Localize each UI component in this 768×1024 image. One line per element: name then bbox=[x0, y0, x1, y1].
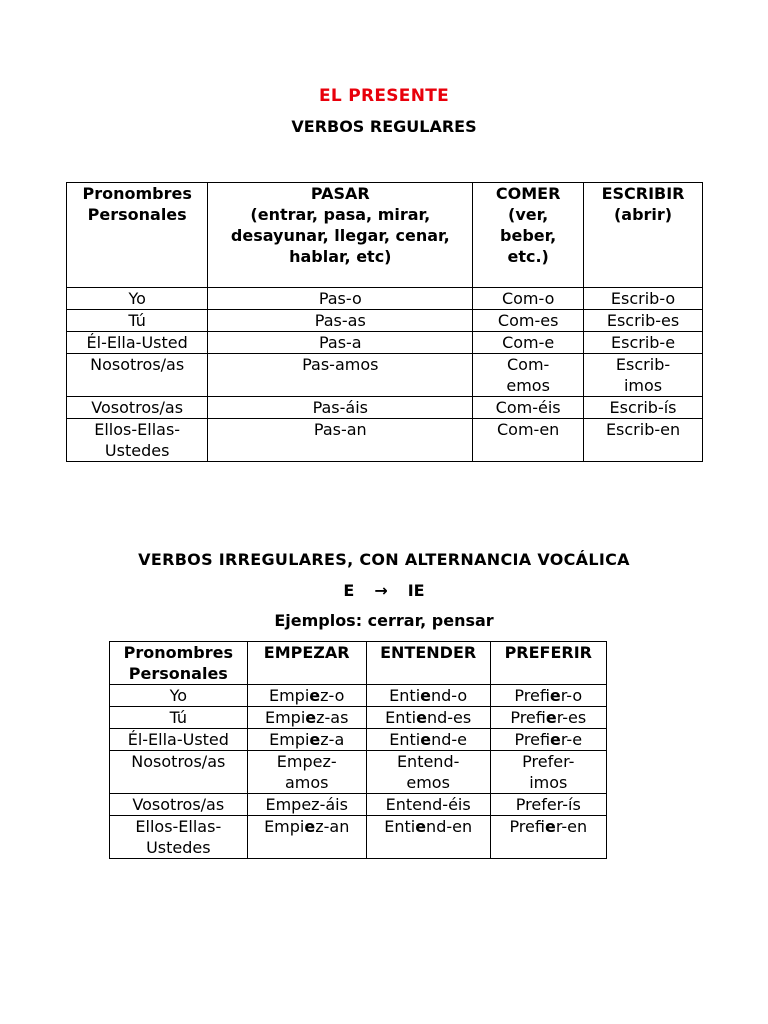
cell-line: Escrib- bbox=[615, 355, 671, 374]
highlighted-vowel: e bbox=[549, 686, 561, 705]
regular-verbs-table bbox=[66, 182, 703, 462]
conjugation-cell bbox=[247, 794, 366, 816]
cell-line: desayunar, llegar, cenar, bbox=[230, 226, 450, 245]
cell-line: Entend- bbox=[396, 752, 460, 771]
cell-line: emos bbox=[506, 376, 550, 395]
pronoun-cell bbox=[110, 794, 248, 816]
cell-line: Com-es bbox=[497, 311, 559, 330]
conjugation-cell bbox=[247, 707, 366, 729]
vowel-alternation bbox=[0, 581, 768, 600]
cell-line: Pas-an bbox=[313, 420, 367, 439]
cell-line: PASAR bbox=[310, 184, 370, 203]
column-header bbox=[67, 183, 208, 288]
pronoun-cell bbox=[67, 397, 208, 419]
conjugation-cell bbox=[366, 729, 490, 751]
cell-line: Prefier-o bbox=[514, 686, 583, 705]
highlighted-vowel: e bbox=[420, 686, 431, 705]
cell-line: hablar, etc) bbox=[289, 247, 392, 266]
conjugation-cell bbox=[584, 419, 703, 462]
pronoun-cell bbox=[67, 288, 208, 310]
cell-line: Nosotros/as bbox=[131, 752, 226, 771]
table-row bbox=[110, 794, 607, 816]
column-header bbox=[584, 183, 703, 288]
highlighted-vowel: e bbox=[309, 730, 321, 749]
table-header-row bbox=[67, 183, 703, 288]
conjugation-cell bbox=[584, 332, 703, 354]
cell-line: Escrib-en bbox=[605, 420, 681, 439]
cell-line: (ver, bbox=[508, 205, 549, 224]
conjugation-cell bbox=[490, 729, 606, 751]
cell-line: Com-o bbox=[501, 289, 555, 308]
cell-line: EMPEZAR bbox=[263, 643, 350, 662]
pronoun-cell bbox=[110, 707, 248, 729]
column-header bbox=[208, 183, 473, 288]
cell-line: Com- bbox=[506, 355, 550, 374]
pronoun-cell bbox=[67, 332, 208, 354]
irregular-verbs-table bbox=[109, 641, 607, 859]
conjugation-cell bbox=[208, 419, 473, 462]
cell-line: Personales bbox=[87, 205, 187, 224]
cell-line: Entiend-en bbox=[384, 817, 473, 836]
cell-line: Ustedes bbox=[146, 838, 211, 857]
cell-line: amos bbox=[284, 773, 329, 792]
highlighted-vowel: e bbox=[545, 708, 557, 727]
cell-line: Prefier-e bbox=[514, 730, 583, 749]
cell-line: Tú bbox=[128, 311, 146, 330]
conjugation-cell bbox=[584, 288, 703, 310]
cell-line: Ellos-Ellas- bbox=[94, 420, 181, 439]
cell-line: Com-en bbox=[497, 420, 560, 439]
conjugation-cell bbox=[208, 332, 473, 354]
column-header bbox=[490, 642, 606, 685]
cell-line: Ellos-Ellas- bbox=[135, 817, 222, 836]
conjugation-cell bbox=[247, 729, 366, 751]
conjugation-cell bbox=[366, 685, 490, 707]
table-row bbox=[67, 419, 703, 462]
alternation-from: E bbox=[343, 581, 355, 600]
conjugation-cell bbox=[584, 354, 703, 397]
cell-line: Pas-as bbox=[314, 311, 366, 330]
alternation-to: IE bbox=[407, 581, 425, 600]
cell-line: Escrib-o bbox=[610, 289, 676, 308]
cell-line: Prefer- bbox=[522, 752, 575, 771]
table-header-row bbox=[110, 642, 607, 685]
cell-line: Pas-a bbox=[318, 333, 362, 352]
pronoun-cell bbox=[67, 354, 208, 397]
column-header bbox=[473, 183, 584, 288]
cell-line: Pronombres bbox=[123, 643, 234, 662]
conjugation-cell bbox=[490, 794, 606, 816]
cell-line: COMER bbox=[495, 184, 561, 203]
cell-line: Nosotros/as bbox=[90, 355, 185, 374]
cell-line: Entiend-e bbox=[389, 730, 468, 749]
pronoun-cell bbox=[110, 816, 248, 859]
column-header bbox=[110, 642, 248, 685]
conjugation-cell bbox=[247, 685, 366, 707]
conjugation-cell bbox=[584, 310, 703, 332]
cell-line: Pas-amos bbox=[302, 355, 379, 374]
cell-line: Com-e bbox=[502, 333, 555, 352]
conjugation-cell bbox=[473, 332, 584, 354]
highlighted-vowel: e bbox=[304, 817, 316, 836]
conjugation-cell bbox=[490, 707, 606, 729]
cell-line: Yo bbox=[128, 289, 146, 308]
conjugation-cell bbox=[473, 397, 584, 419]
conjugation-cell bbox=[208, 288, 473, 310]
highlighted-vowel: e bbox=[544, 817, 556, 836]
section-title-regular: VERBOS REGULARES bbox=[291, 117, 477, 136]
highlighted-vowel: e bbox=[420, 730, 432, 749]
cell-line: Pronombres bbox=[82, 184, 192, 203]
pronoun-cell bbox=[67, 419, 208, 462]
cell-line: Prefer-ís bbox=[515, 795, 581, 814]
arrow-right-icon: → bbox=[374, 581, 388, 600]
conjugation-cell bbox=[490, 685, 606, 707]
cell-line: Empez- bbox=[276, 752, 337, 771]
column-header bbox=[247, 642, 366, 685]
cell-line: ENTENDER bbox=[380, 643, 477, 662]
cell-line: Prefier-es bbox=[510, 708, 587, 727]
table-row bbox=[110, 707, 607, 729]
cell-line: etc.) bbox=[507, 247, 549, 266]
cell-line: Escrib-es bbox=[606, 311, 680, 330]
cell-line: PREFERIR bbox=[504, 643, 592, 662]
section-title-irregular: VERBOS IRREGULARES, CON ALTERNANCIA VOCÁLICA bbox=[138, 550, 630, 569]
highlighted-vowel: e bbox=[309, 686, 321, 705]
conjugation-cell bbox=[584, 397, 703, 419]
cell-line: Pas-o bbox=[318, 289, 362, 308]
conjugation-cell bbox=[473, 419, 584, 462]
cell-line: Empiez-as bbox=[264, 708, 349, 727]
pronoun-cell bbox=[110, 729, 248, 751]
conjugation-cell bbox=[490, 816, 606, 859]
cell-line: Escrib-ís bbox=[609, 398, 677, 417]
conjugation-cell bbox=[366, 794, 490, 816]
cell-line: ESCRIBIR bbox=[601, 184, 685, 203]
cell-line: Empiez-a bbox=[269, 730, 345, 749]
table-row bbox=[67, 288, 703, 310]
cell-line: Tú bbox=[169, 708, 188, 727]
cell-line: Entiend-es bbox=[385, 708, 472, 727]
table-row bbox=[110, 685, 607, 707]
cell-line: Com-éis bbox=[495, 398, 561, 417]
cell-line: Ustedes bbox=[104, 441, 170, 460]
conjugation-cell bbox=[473, 310, 584, 332]
highlighted-vowel: e bbox=[305, 708, 317, 727]
highlighted-vowel: e bbox=[415, 817, 427, 836]
table-row bbox=[110, 729, 607, 751]
cell-line: (entrar, pasa, mirar, bbox=[250, 205, 431, 224]
table-row bbox=[110, 751, 607, 794]
cell-line: Pas-áis bbox=[312, 398, 368, 417]
cell-line: Entend-éis bbox=[385, 795, 471, 814]
table-row bbox=[67, 397, 703, 419]
cell-line: imos bbox=[529, 773, 568, 792]
conjugation-cell bbox=[366, 751, 490, 794]
cell-line: Vosotros/as bbox=[91, 398, 184, 417]
highlighted-vowel: e bbox=[550, 730, 561, 749]
examples-line: Ejemplos: cerrar, pensar bbox=[274, 611, 494, 630]
pronoun-cell bbox=[110, 751, 248, 794]
table-row bbox=[67, 310, 703, 332]
table-row bbox=[67, 332, 703, 354]
cell-line: (abrir) bbox=[613, 205, 673, 224]
cell-line: imos bbox=[623, 376, 663, 395]
conjugation-cell bbox=[208, 310, 473, 332]
cell-line: emos bbox=[406, 773, 450, 792]
cell-line: Yo bbox=[169, 686, 188, 705]
conjugation-cell bbox=[247, 751, 366, 794]
cell-line: Empiez-o bbox=[268, 686, 345, 705]
pronoun-cell bbox=[110, 685, 248, 707]
table-row bbox=[67, 354, 703, 397]
cell-line: Él-Ella-Usted bbox=[86, 333, 188, 352]
conjugation-cell bbox=[490, 751, 606, 794]
cell-line: Personales bbox=[128, 664, 228, 683]
cell-line: Prefier-en bbox=[509, 817, 588, 836]
conjugation-cell bbox=[247, 816, 366, 859]
conjugation-cell bbox=[366, 707, 490, 729]
column-header bbox=[366, 642, 490, 685]
cell-line: Empez-áis bbox=[265, 795, 348, 814]
conjugation-cell bbox=[208, 397, 473, 419]
cell-line: Entiend-o bbox=[389, 686, 468, 705]
cell-line: Empiez-an bbox=[264, 817, 350, 836]
cell-line: Vosotros/as bbox=[132, 795, 225, 814]
table-row bbox=[110, 816, 607, 859]
cell-line: Él-Ella-Usted bbox=[127, 730, 229, 749]
conjugation-cell bbox=[473, 288, 584, 310]
conjugation-cell bbox=[473, 354, 584, 397]
cell-line: Escrib-e bbox=[611, 333, 676, 352]
page-title: EL PRESENTE bbox=[318, 86, 450, 106]
cell-line: beber, bbox=[500, 226, 557, 245]
highlighted-vowel: e bbox=[416, 708, 427, 727]
pronoun-cell bbox=[67, 310, 208, 332]
conjugation-cell bbox=[366, 816, 490, 859]
conjugation-cell bbox=[208, 354, 473, 397]
